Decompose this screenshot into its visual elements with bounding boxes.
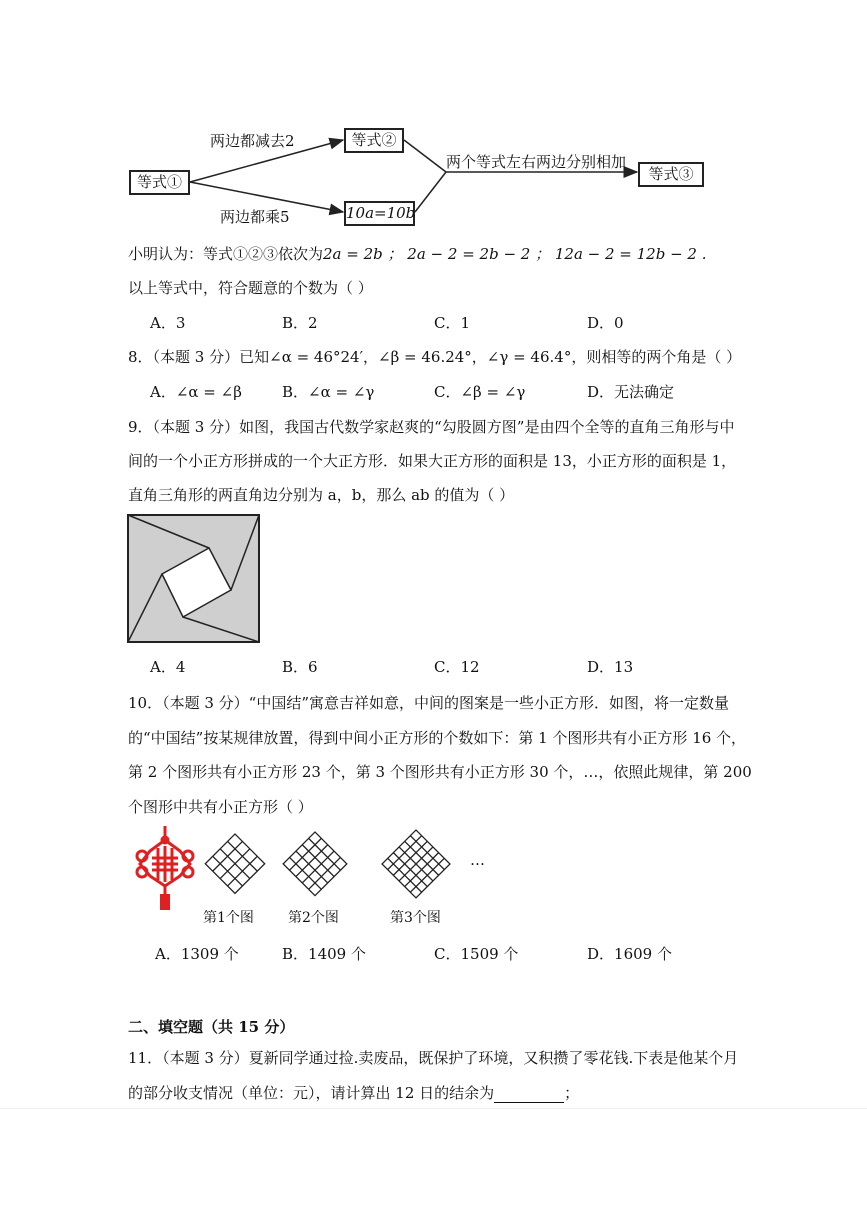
q8-option-a: A．∠α = ∠β <box>150 383 242 401</box>
q10-line4: 个图形中共有小正方形（ ） <box>128 798 313 816</box>
q8-stem: 8．（本题 3 分）已知∠α = 46°24′，∠β = 46.24°，∠γ = 46.4°，则相等的两个角是（ ） <box>128 348 742 366</box>
equation-mid-box: 10a=10b <box>344 201 415 226</box>
pattern-figure-2 <box>274 830 356 898</box>
q11-line1: 11．（本题 3 分）夏新同学通过捡.卖废品，既保护了环境，又积攒了零花钱.下表是他某个月 <box>128 1049 739 1067</box>
figure-2-label: 第2个图 <box>288 910 339 926</box>
q10-line1: 10．（本题 3 分）“中国结”寓意吉祥如意，中间的图案是一些小正方形．如图，将一定数量 <box>128 694 730 712</box>
q8-option-c: C．∠β = ∠γ <box>434 383 526 401</box>
chinese-knot-icon <box>130 826 200 912</box>
q11-line2 <box>128 1082 579 1103</box>
figure-1-label: 第1个图 <box>203 910 254 926</box>
page-bottom-divider <box>0 1108 867 1109</box>
q10-option-b: B．1409 个 <box>282 945 366 963</box>
q7-option-a: A．3 <box>150 314 186 332</box>
q9-line1: 9．（本题 3 分）如图，我国古代数学家赵爽的“勾股圆方图”是由四个全等的直角三角形与中 <box>128 418 735 436</box>
q7-option-c: C．1 <box>434 314 471 332</box>
figure-3-label: 第3个图 <box>390 910 441 926</box>
q7-line2: 以上等式中，符合题意的个数为（ ） <box>128 279 373 297</box>
q7-line1-equations: 2a = 2b ； 2a − 2 = 2b − 2 ； 12a − 2 = 12b − 2 . <box>323 245 707 263</box>
q11-line2-end: ； <box>564 1084 580 1102</box>
q7-line1-pre: 小明认为：等式①②③依次为 <box>128 245 324 263</box>
equation-3-box: 等式③ <box>638 162 704 187</box>
q9-line2: 间的一个小正方形拼成的一个大正方形．如果大正方形的面积是 13，小正方形的面积是 1， <box>128 452 737 470</box>
q10-option-c: C．1509 个 <box>434 945 519 963</box>
pattern-figure-3 <box>366 828 466 900</box>
equation-1-box: 等式① <box>129 170 190 195</box>
q9-option-b: B．6 <box>282 658 318 676</box>
q10-option-a: A．1309 个 <box>155 945 239 963</box>
q9-option-c: C．12 <box>434 658 480 676</box>
flow-label-subtract: 两边都减去2 <box>210 132 295 150</box>
q9-option-d: D．13 <box>587 658 634 676</box>
section-2-title: 二、填空题（共 15 分） <box>128 1018 295 1036</box>
flow-label-add: 两个等式左右两边分别相加 <box>446 153 627 171</box>
q9-option-a: A．4 <box>150 658 186 676</box>
q11-answer-blank[interactable] <box>494 1088 564 1103</box>
q8-option-b: B．∠α = ∠γ <box>282 383 375 401</box>
q7-line1 <box>128 243 707 264</box>
pattern-ellipsis: … <box>470 851 485 869</box>
pattern-figure-1 <box>203 832 267 896</box>
q11-line2-text: 的部分收支情况（单位：元），请计算出 12 日的结余为 <box>128 1084 495 1102</box>
q9-line3: 直角三角形的两直角边分别为 a，b，那么 ab 的值为（ ） <box>128 486 515 504</box>
q8-option-d: D．无法确定 <box>587 383 675 401</box>
zhao-shuang-figure <box>127 514 261 644</box>
q10-option-d: D．1609 个 <box>587 945 672 963</box>
q7-option-b: B．2 <box>282 314 318 332</box>
q7-option-d: D．0 <box>587 314 624 332</box>
equation-2-box: 等式② <box>344 128 404 153</box>
flow-label-multiply: 两边都乘5 <box>220 208 290 226</box>
q10-line3: 第 2 个图形共有小正方形 23 个，第 3 个图形共有小正方形 30 个，…，依照此规律，第 200 <box>128 763 752 781</box>
q10-line2: 的“中国结”按某规律放置，得到中间小正方形的个数如下：第 1 个图形共有小正方形 16 个， <box>128 729 747 747</box>
